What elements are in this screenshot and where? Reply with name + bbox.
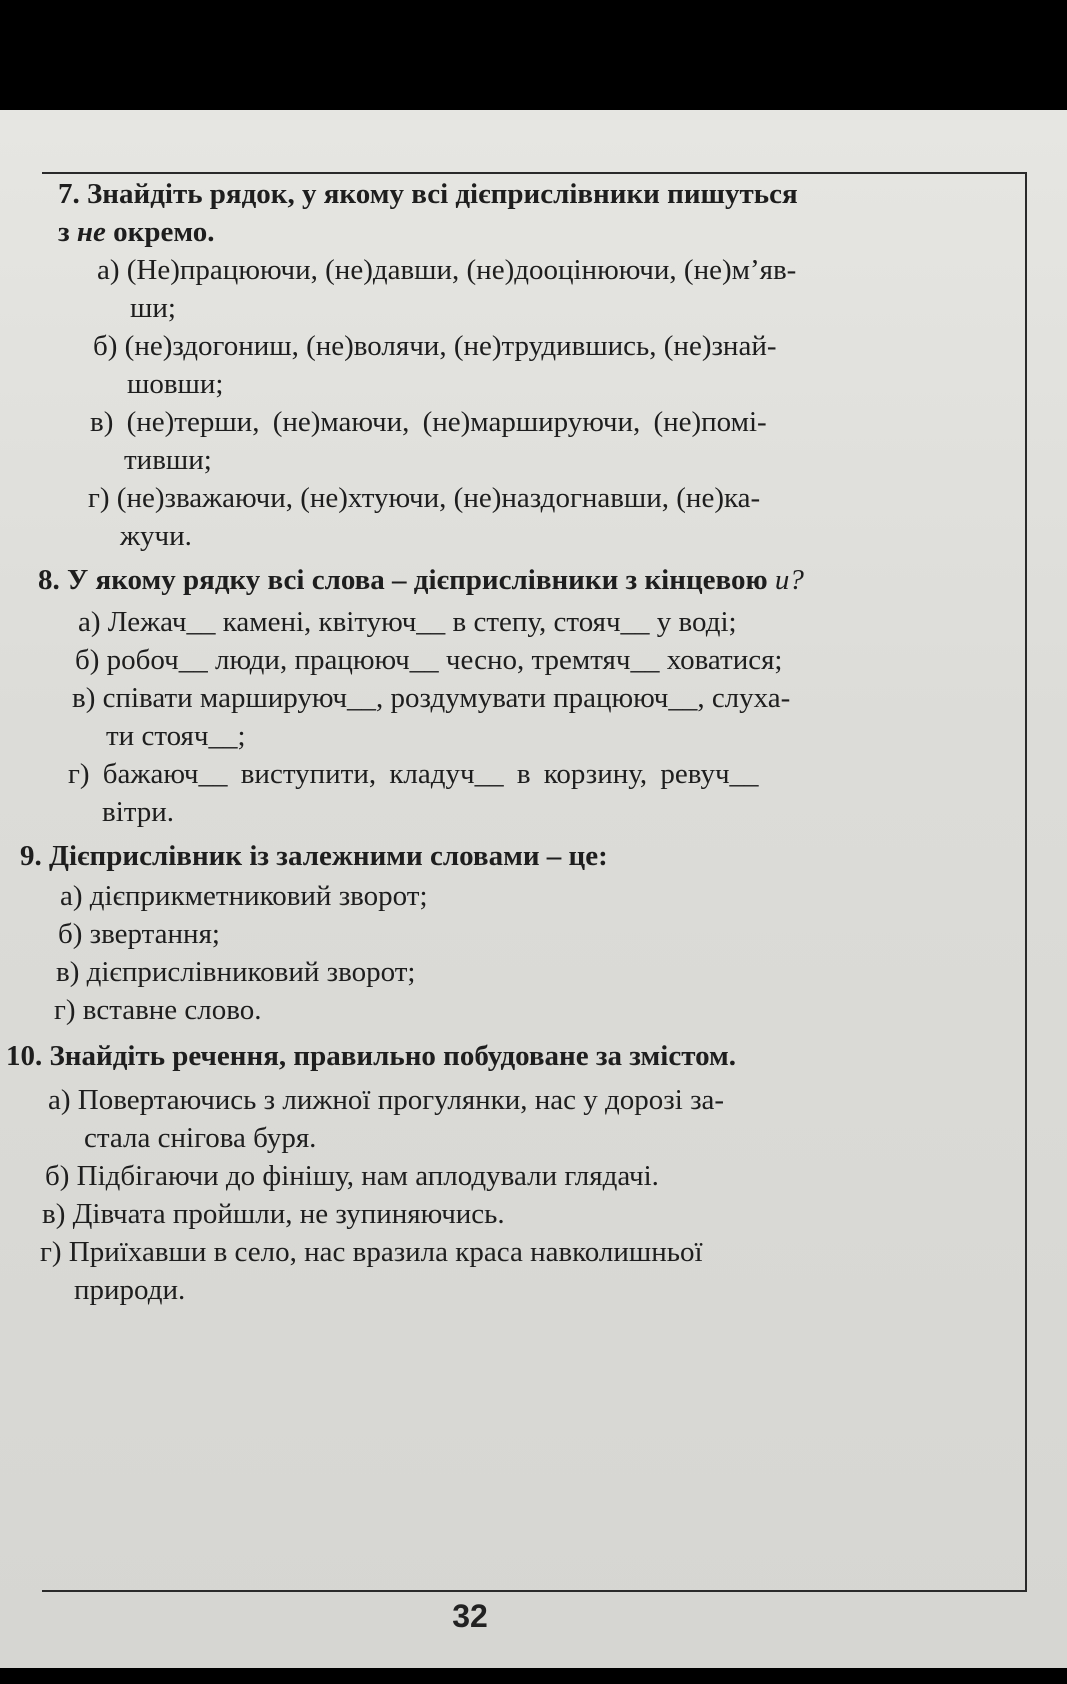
q7-option-b: б) (не)здогониш, (не)волячи, (не)трудившись, (не)знай- xyxy=(93,330,777,362)
q10-option-a-cont: стала снігова буря. xyxy=(84,1122,317,1154)
q10-option-a: а) Повертаючись з лижної прогулянки, нас у дорозі за- xyxy=(48,1084,725,1116)
q10-option-d: г) Приїхавши в село, нас вразила краса навколишньої xyxy=(40,1236,703,1268)
page-content xyxy=(0,175,1030,1309)
question-8 xyxy=(0,561,1030,831)
q7-option-a: а) (Не)працюючи, (не)давши, (не)дооцінюючи, (не)м’яв- xyxy=(97,254,797,286)
q9-option-c: в) дієприслівниковий зворот; xyxy=(56,956,416,988)
q7-option-c: в) (не)терши, (не)маючи, (не)маршируючи, (не)помі- xyxy=(90,406,767,438)
page-number: 32 xyxy=(452,1598,488,1634)
q10-option-d-cont: природи. xyxy=(74,1274,186,1306)
q8-option-c: в) співати маршируюч__, роздумувати працююч__, слуха- xyxy=(72,682,791,714)
question-10-title: 10. Знайдіть речення, правильно побудоване за змістом. xyxy=(6,1040,737,1072)
bottom-black-bar xyxy=(0,1668,1067,1684)
question-10 xyxy=(0,1037,1030,1309)
question-9-title: 9. Дієприслівник із залежними словами – це: xyxy=(20,840,608,872)
q8-option-d-cont: вітри. xyxy=(102,796,175,828)
q9-option-b: б) звертання; xyxy=(58,918,220,950)
question-7-title: 7. Знайдіть рядок, у якому всі дієприслівники пишуться xyxy=(58,178,798,210)
question-9 xyxy=(0,837,1030,1029)
q8-option-a: а) Лежач__ камені, квітуюч__ в степу, стояч__ у воді; xyxy=(78,606,737,638)
q9-option-a: а) дієприкметниковий зворот; xyxy=(60,880,428,912)
question-7-title-line2: з не окремо. xyxy=(58,216,215,248)
q7-option-b-cont: шовши; xyxy=(127,368,224,400)
q7-option-d: г) (не)зважаючи, (не)хтуючи, (не)наздогнавши, (не)ка- xyxy=(88,482,761,514)
question-8-title: 8. У якому рядку всі слова – дієприслівники з кінцевою и? xyxy=(38,564,804,596)
q7-option-d-cont: жучи. xyxy=(120,520,192,552)
question-7 xyxy=(0,175,1030,555)
q10-option-b: б) Підбігаючи до фінішу, нам аплодували глядачі. xyxy=(45,1160,659,1192)
q9-option-d: г) вставне слово. xyxy=(54,994,262,1026)
q8-option-d: г) бажаюч__ виступити, кладуч__ в корзину, ревуч__ xyxy=(68,758,759,790)
q8-option-c-cont: ти стояч__; xyxy=(106,720,246,752)
q8-option-b: б) робоч__ люди, працююч__ чесно, тремтяч__ ховатися; xyxy=(75,644,783,676)
q7-option-c-cont: тивши; xyxy=(124,444,212,476)
q10-option-c: в) Дівчата пройшли, не зупиняючись. xyxy=(42,1198,505,1230)
q7-option-a-cont: ши; xyxy=(130,292,176,324)
